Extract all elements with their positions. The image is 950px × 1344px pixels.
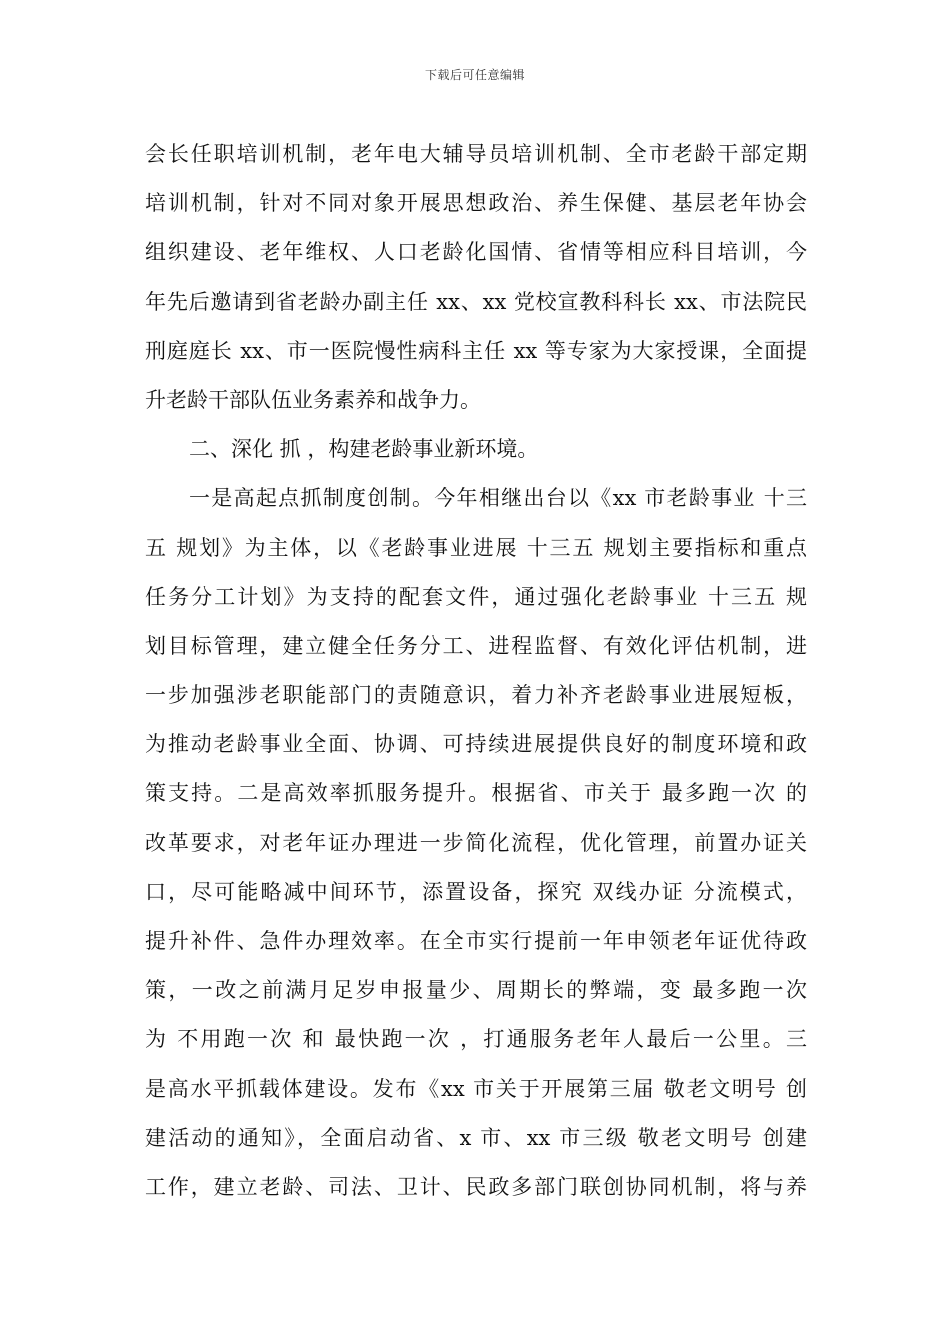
text-line: 五 规划》为主体，以《老龄事业进展 十三五 规划主要指标和重点 xyxy=(145,535,807,560)
text-line: 为 不用跑一次 和 最快跑一次 ，打通服务老年人最后一公里。三 xyxy=(145,1027,807,1052)
section-heading: 二、深化 抓 ，构建老龄事业新环境。 xyxy=(189,437,539,462)
text-line: 刑庭庭长 xx、市一医院慢性病科主任 xx 等专家为大家授课，全面提 xyxy=(145,338,807,363)
text-line: 一是高起点抓制度创制。今年相继出台以《xx 市老龄事业 十三 xyxy=(189,486,807,511)
text-line: 培训机制，针对不同对象开展思想政治、养生保健、基层老年协会 xyxy=(145,191,807,216)
text-line: 策支持。二是高效率抓服务提升。根据省、市关于 最多跑一次 的 xyxy=(145,781,807,806)
text-line: 划目标管理，建立健全任务分工、进程监督、有效化评估机制，进 xyxy=(145,633,807,658)
text-line: 口，尽可能略减中间环节，添置设备，探究 双线办证 分流模式， xyxy=(145,879,807,904)
text-line: 为推动老龄事业全面、协调、可持续进展提供良好的制度环境和政 xyxy=(145,732,807,757)
text-line: 会长任职培训机制，老年电大辅导员培训机制、全市老龄干部定期 xyxy=(145,142,807,166)
text-line: 是高水平抓载体建设。发布《xx 市关于开展第三届 敬老文明号 创 xyxy=(145,1076,807,1101)
page-header: 下载后可任意编辑 xyxy=(424,68,525,82)
text-line: 升老龄干部队伍业务素养和战争力。 xyxy=(145,387,481,412)
text-line: 策，一改之前满月足岁申报量少、周期长的弊端，变 最多跑一次 xyxy=(145,978,807,1003)
text-line: 提升补件、急件办理效率。在全市实行提前一年申领老年证优待政 xyxy=(145,929,807,953)
text-line: 一步加强涉老职能部门的责随意识，着力补齐老龄事业进展短板， xyxy=(145,683,807,708)
text-line: 任务分工计划》为支持的配套文件，通过强化老龄事业 十三五 规 xyxy=(145,584,807,609)
text-line: 建活动的通知》，全面启动省、x 市、xx 市三级 敬老文明号 创建 xyxy=(145,1125,807,1150)
text-line: 年先后邀请到省老龄办副主任 xx、xx 党校宣教科科长 xx、市法院民 xyxy=(145,289,807,314)
text-line: 组织建设、老年维权、人口老龄化国情、省情等相应科目培训，今 xyxy=(145,240,807,265)
document-body xyxy=(145,130,807,1212)
text-line: 改革要求，对老年证办理进一步简化流程，优化管理，前置办证关 xyxy=(145,830,807,855)
text-line: 工作，建立老龄、司法、卫计、民政多部门联创协同机制，将与养 xyxy=(145,1174,807,1199)
